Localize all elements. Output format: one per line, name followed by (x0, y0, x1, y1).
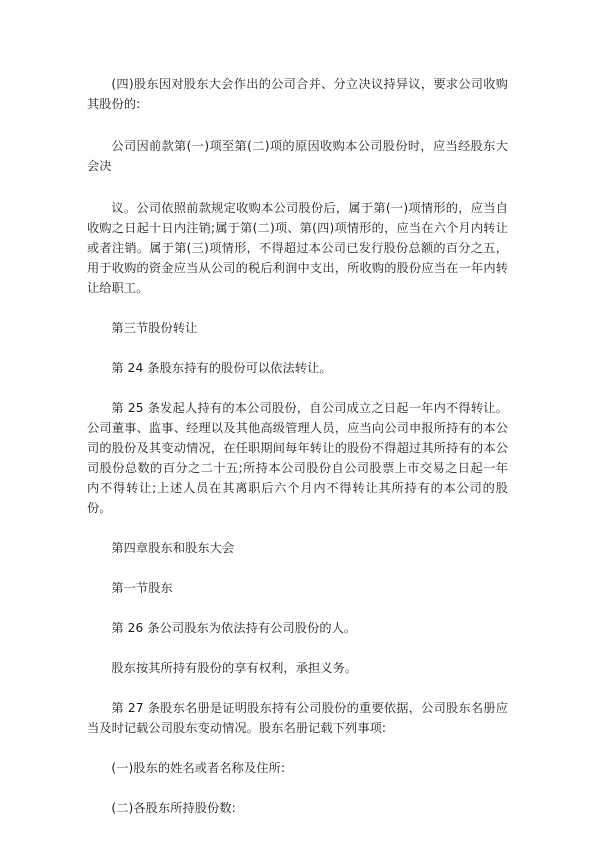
section-heading-shareholders: 第一节股东 (111, 581, 173, 595)
section-heading-share-transfer: 第三节股份转让 (111, 321, 198, 335)
register-item-2: (二)各股东所持股份数: (111, 801, 236, 815)
article-25: 第 25 条发起人持有的本公司股份，自公司成立之日起一年内不得转让。公司董事、监事、经理以及其他高级管理人员，应当向公司申报所持有的本公司的股份及其变动情况，在任职期间每年转让的股份不得超过其所持有的本公司股份总数的百分之二十五;所持本公司股份自公司股票上市交易之日起一年内不得转让;上述人员在其离职后六个月内不得转让其所持有的本公司的股份。 (87, 401, 508, 515)
article-27: 第 27 条股东名册是证明股东持有公司股份的重要依据，公司股东名册应当及时记载公司股东变动情况。股东名册记载下列事项: (87, 701, 508, 735)
register-item-1: (一)股东的姓名或者名称及住所: (111, 761, 286, 775)
paragraph-repurchase-handling: 议。公司依照前款规定收购本公司股份后，属于第(一)项情形的，应当自收购之日起十日内注销;属于第(二)项、第(四)项情形的，应当在六个月内转让或者注销。属于第(三)项情形，不得超过本公司已发行股份总额的百分之五，用于收购的资金应当从公司的税后利润中支出，所收购的股份应当在一年内转让给职工。 (87, 201, 508, 295)
paragraph-repurchase-approval: 公司因前款第(一)项至第(二)项的原因收购本公司股份时，应当经股东大会决 (87, 139, 508, 173)
chapter-heading-shareholders-meeting: 第四章股东和股东大会 (111, 541, 235, 555)
paragraph-shareholder-objection: (四)股东因对股东大会作出的公司合并、分立决议持异议，要求公司收购其股份的: (87, 77, 508, 111)
article-26: 第 26 条公司股东为依法持有公司股份的人。 (111, 621, 357, 635)
paragraph-shareholder-rights: 股东按其所持有股份的享有权利，承担义务。 (111, 661, 358, 675)
article-24: 第 24 条股东持有的股份可以依法转让。 (111, 361, 332, 375)
